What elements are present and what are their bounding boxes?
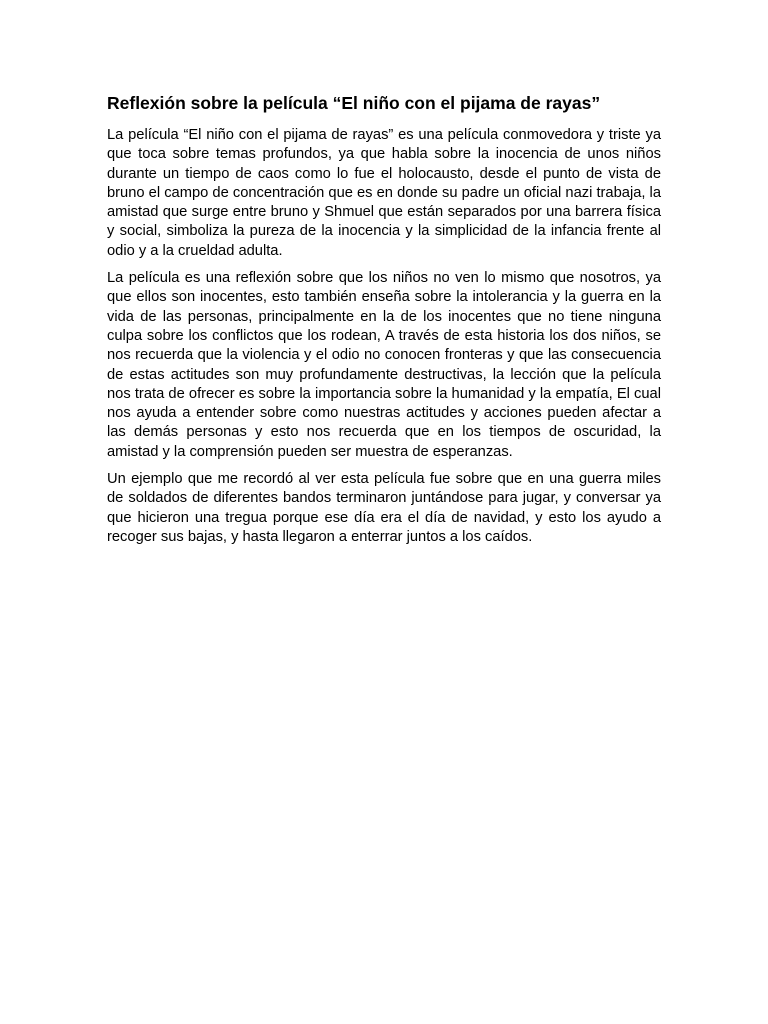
paragraph-2: La película es una reflexión sobre que los niños no ven lo mismo que nosotros, ya que ellos son inocentes, esto también enseña sobre la intolerancia y la guerra en la vida de las personas, principalmente en la de los inocentes que no tiene ninguna culpa sobre los conflictos que los rodean, A través de esta historia los dos niños, se nos recuerda que la violencia y el odio no conocen fronteras y que las consecuencia de estas actitudes son muy profundamente destructivas, la lección que la película nos trata de ofrecer es sobre la importancia sobre la humanidad y la empatía, El cual nos ayuda a entender sobre como nuestras actitudes y acciones pueden afectar a las demás personas y esto nos recuerda que en los tiempos de oscuridad, la amistad y la comprensión pueden ser muestra de esperanzas. <box>107 270 661 460</box>
document-title: Reflexión sobre la película “El niño con el pijama de rayas” <box>107 93 601 113</box>
paragraph-3: Un ejemplo que me recordó al ver esta película fue sobre que en una guerra miles de soldados de diferentes bandos terminaron juntándose para jugar, y conversar ya que hicieron una tregua porque ese día era el día de navidad, y esto los ayudo a recoger sus bajas, y hasta llegaron a enterrar juntos a los caídos. <box>107 471 661 545</box>
paragraph-1: La película “El niño con el pijama de rayas” es una película conmovedora y triste ya que toca sobre temas profundos, ya que habla sobre la inocencia de unos niños durante un tiempo de caos como lo fue el holocausto, desde el punto de vista de bruno el campo de concentración que es en donde su padre un oficial nazi trabaja, la amistad que surge entre bruno y Shmuel que están separados por una barrera física y social, simboliza la pureza de la inocencia y la simplicidad de la infancia frente al odio y a la crueldad adulta. <box>107 127 661 259</box>
